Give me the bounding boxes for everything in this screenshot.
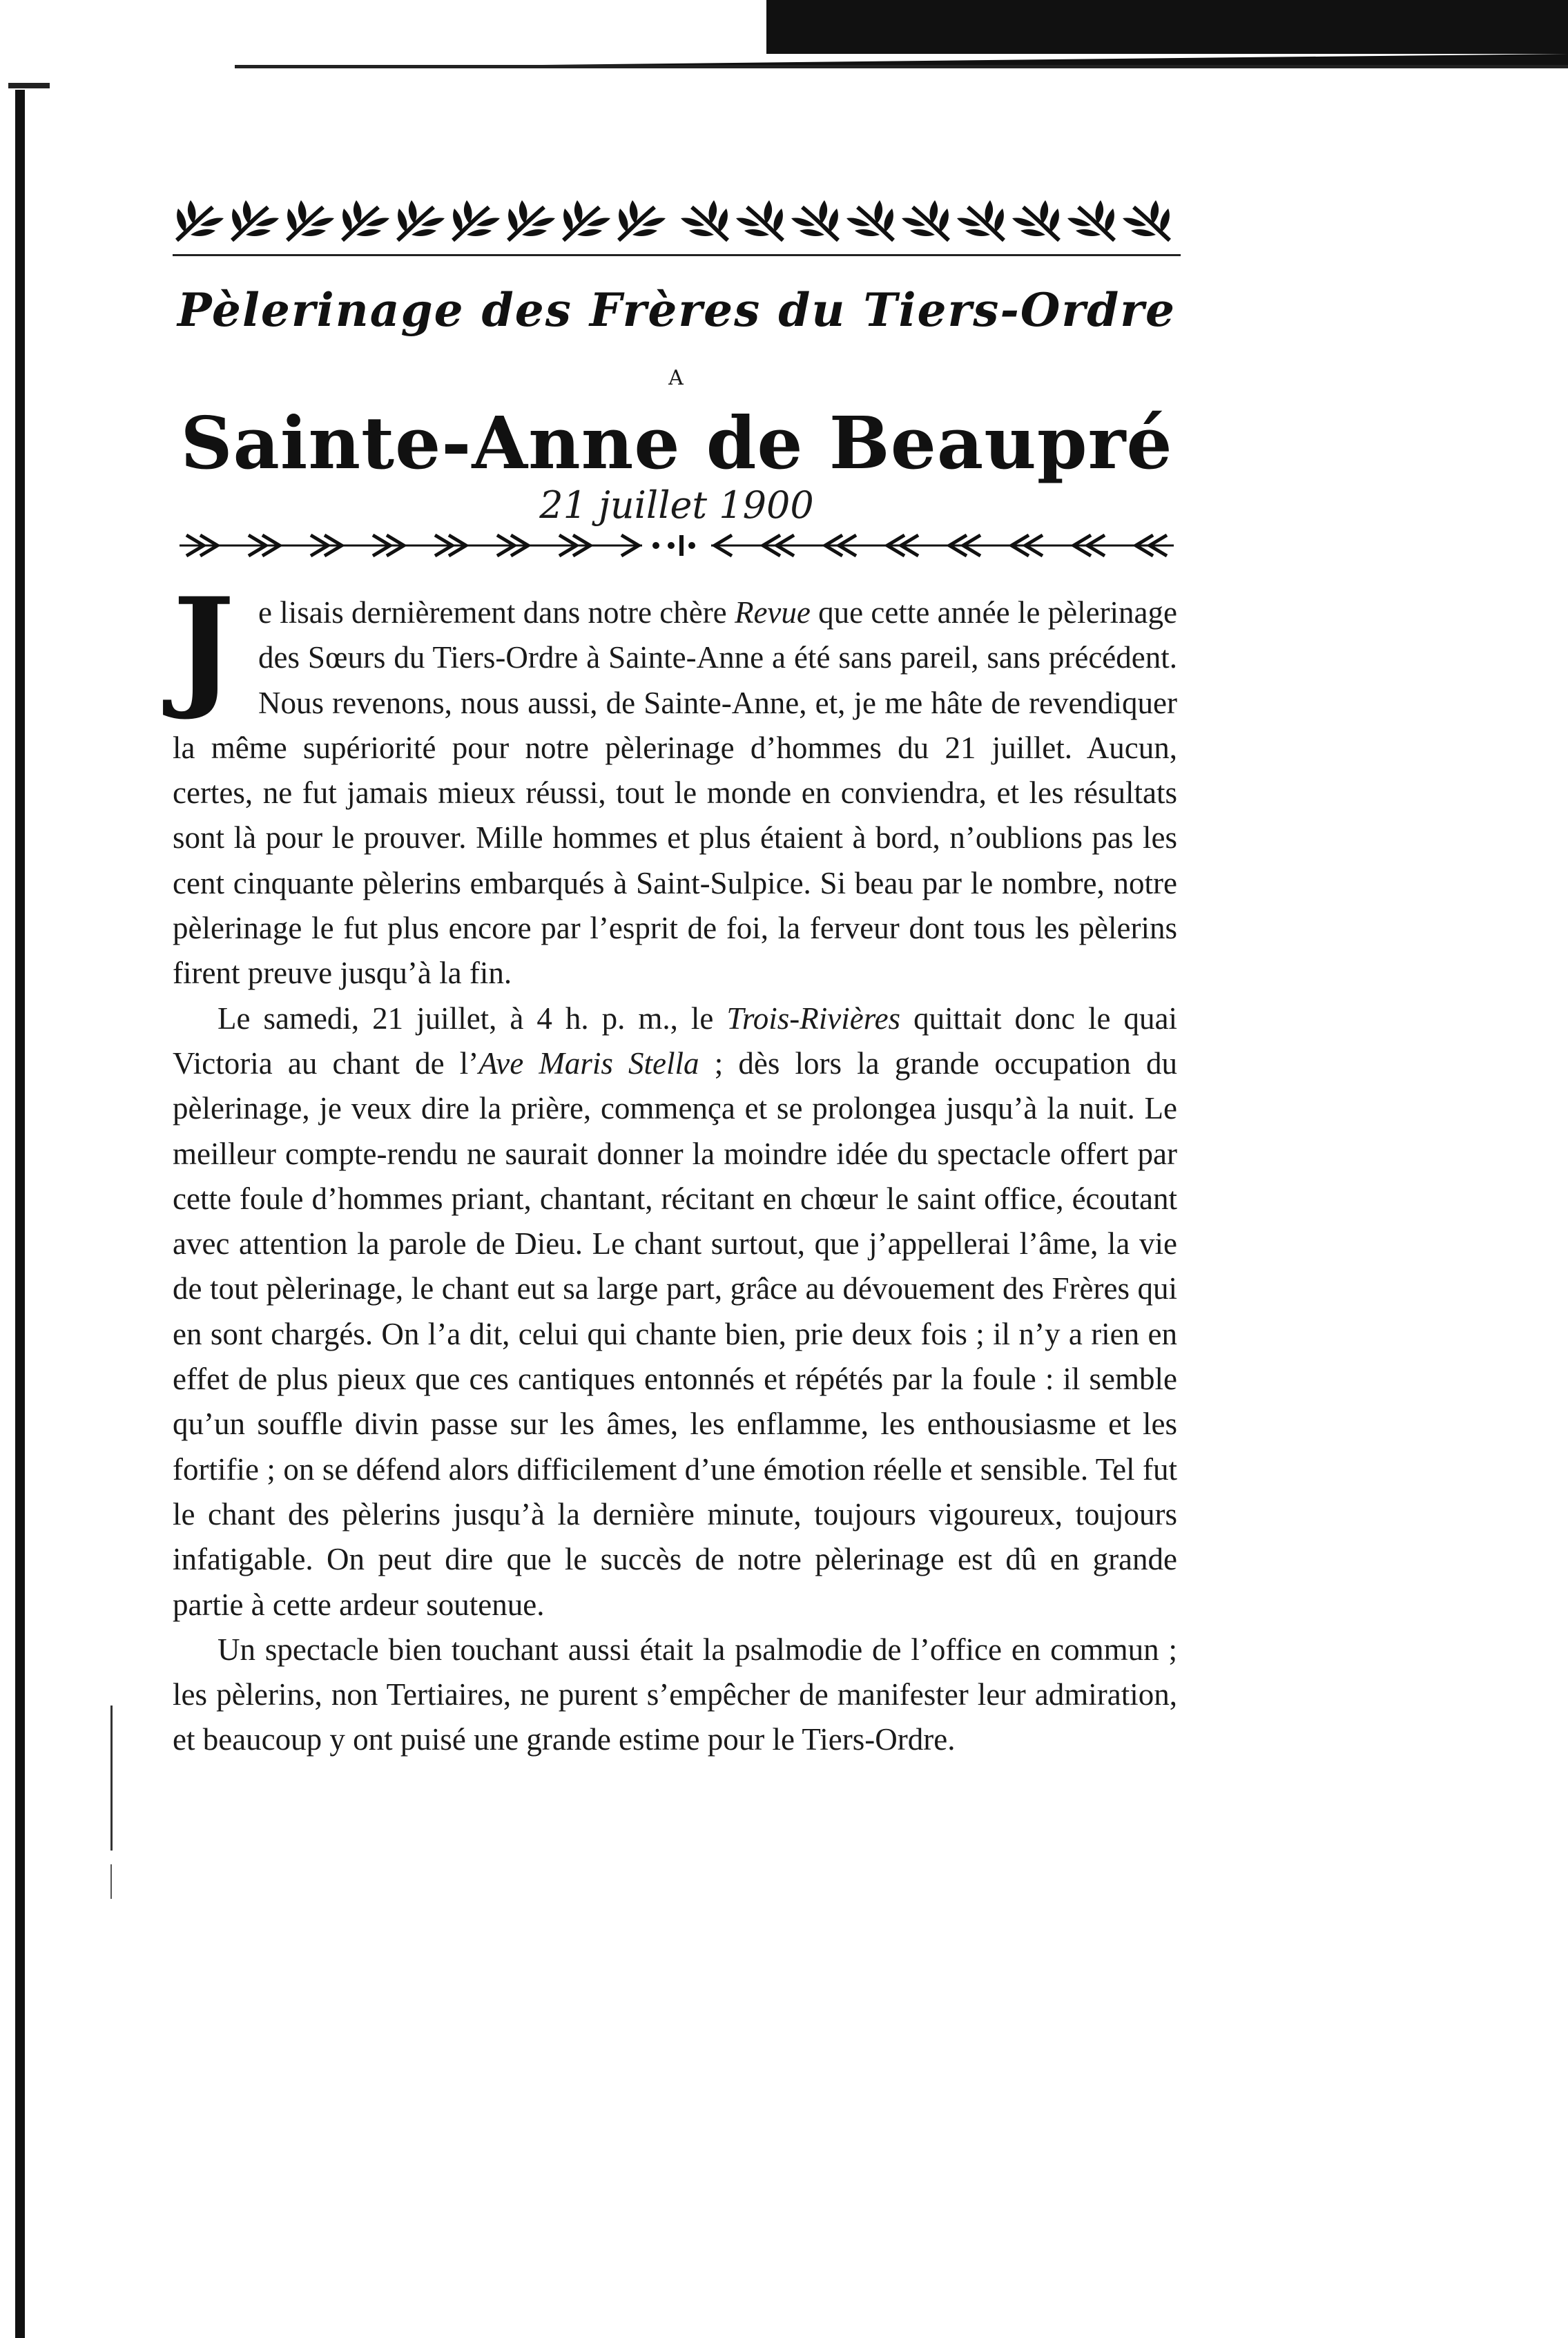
scan-top-rule: [235, 65, 1568, 68]
header-pilgrimage-line: Pèlerinage des Frères du Tiers-Ordre: [177, 283, 1177, 337]
paragraph-2-part-c: ; dès lors la grande occupation du pèlerinage, je veux dire la prière, commença et se prolongea jusqu’à la nuit. Le meilleur compte-rendu ne saurait donner la moindre idée du spectacle offert par cette foule d’hommes priant, chantant, récitant en chœur le saint office, écoutant avec attention la parole de Dieu. Le chant surtout, que j’appellerai l’âme, la vie de tout pèlerinage, le chant eut sa large part, grâce au dévouement des Frères qui en sont chargés. On l’a dit, celui qui chante bien, prie deux fois ; il n’y a rien en effet de plus pieux que ces cantiques entonnés et répétés par la foule : il semble qu’un souffle divin passe sur les âmes, les enflamme, les enthousiasme et les fortifie ; on se défend alors difficilement d’une émotion réelle et sensible. Tel fut le chant des pèlerins jusqu’à la dernière minute, toujours vigoureux, toujours infatigable. On peut dire que le succès de notre pèlerinage est dû en grande partie à cette ardeur soutenue.: [173, 1045, 1177, 1622]
scan-left-tick: [8, 83, 50, 88]
paragraph-2-part-b: quittait donc le quai Victoria au chant de l’: [173, 1001, 1177, 1081]
ornament-leaf-band: [173, 193, 1181, 249]
ornament-divider: [173, 528, 1181, 563]
paragraph-2-part-a: Le samedi, 21 juillet, à 4 h. p. m., le: [217, 1001, 727, 1036]
paragraph-1-lead: e lisais dernièrement dans notre chère: [258, 595, 735, 630]
header-connector: A: [668, 366, 685, 390]
hymn-name: Ave Maris Stella: [478, 1045, 699, 1081]
page-title: Sainte-Anne de Beaupré: [180, 400, 1173, 485]
scan-margin-mark-2: [110, 1864, 112, 1899]
paragraph-3: Un spectacle bien touchant aussi était la psalmodie de l’office en commun ; les pèlerins, non Tertiaires, ne purent s’empêcher de manifester leur admiration, et beaucoup y ont puisé une grande estime pour le Tiers-Ordre.: [173, 1632, 1177, 1757]
scan-margin-mark: [110, 1706, 113, 1851]
scan-edge-top: [766, 0, 1568, 54]
paragraph-1: [173, 569, 1177, 996]
paragraph-2: [173, 996, 1177, 1627]
revue-title: Revue: [734, 595, 811, 630]
drop-cap: J: [173, 569, 235, 723]
article-body: [173, 569, 1177, 1763]
scan-edge-left: [15, 90, 25, 2338]
ornament-rule: [173, 254, 1181, 256]
title-date: 21 juillet 1900: [539, 483, 814, 527]
ship-name: Trois-Rivières: [726, 1001, 901, 1036]
paragraph-1-text: que cette année le pèlerinage des Sœurs du Tiers-Ordre à Sainte-Anne a été sans pareil, sans précédent. Nous revenons, nous aussi, de Sainte-Anne, et, je me hâte de revendiquer la même supériorité pour notre pèlerinage d’hommes du 21 juillet. Aucun, certes, ne fut jamais mieux réussi, tout le monde en conviendra, et les résultats sont là pour le prouver. Mille hommes et plus étaient à bord, n’oublions pas les cent cinquante pèlerins embarqués à Saint-Sulpice. Si beau par le nombre, notre pèlerinage le fut plus encore par l’esprit de foi, la ferveur dont tous les pèlerins firent preuve jusqu’à la fin.: [173, 595, 1177, 991]
